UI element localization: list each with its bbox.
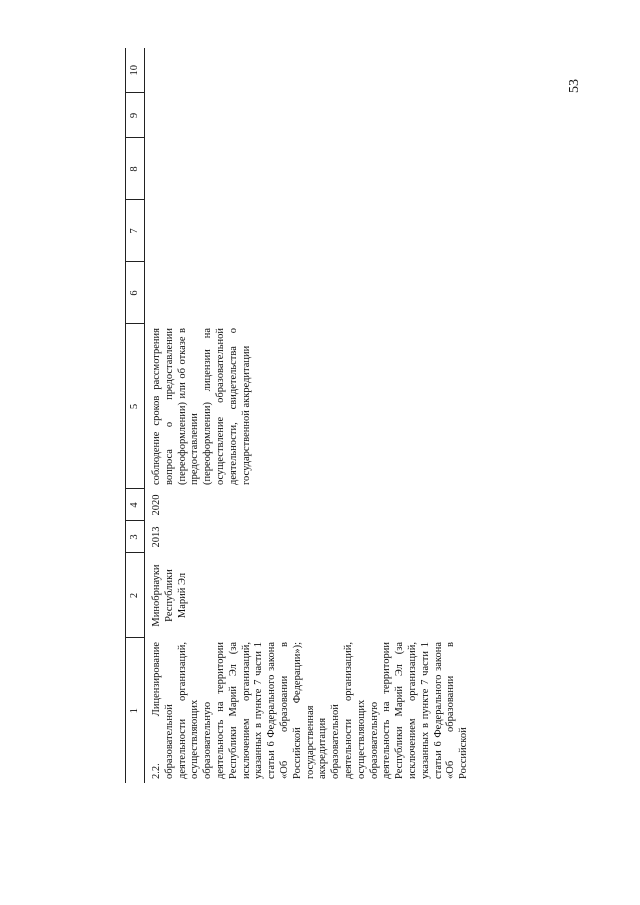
column-header-6: 6 (126, 262, 145, 324)
column-header-3: 3 (126, 521, 145, 553)
cell-col7 (145, 200, 471, 262)
cell-result: соблюдение сроков рассмотрения вопроса о предоставлении (переоформлении) или об отказе в предоставлении (переоформлении) лицензии на осуществление образовательной деятельности, свидетельства о государственной аккредитации (151, 328, 252, 485)
cell-end-year: 2020 (151, 494, 162, 516)
cell-col8 (145, 138, 471, 200)
cell-col6 (145, 262, 471, 324)
column-header-5: 5 (126, 324, 145, 489)
cell-executor: Минобрнауки Республики Марий Эл (151, 564, 188, 627)
table-row (145, 48, 471, 783)
cell-col9 (145, 93, 471, 138)
cell-col10 (145, 48, 471, 93)
column-header-7: 7 (126, 200, 145, 262)
column-header-1: 1 (126, 638, 145, 783)
column-header-2: 2 (126, 553, 145, 638)
page-number: 53 (567, 79, 582, 93)
column-header-9: 9 (126, 93, 145, 138)
column-header-4: 4 (126, 489, 145, 521)
cell-start-year: 2013 (151, 526, 162, 548)
cell-activity: 2.2. Лицензирование образовательной деятельности организаций, осуществляющих образовательную деятельность на территории Республики Марий Эл (за исключением организаций, указанных в пункте 7 части 1 статьи 6 Федерального закона «Об образовании в Российской Федерации»); государственная аккредитация образовательной деятельности организаций, осуществляющих образовательную деятельность на территории Республики Марий Эл (за исключением организаций, указанных в пункте 7 части 1 статьи 6 Федерального закона «Об образовании в Российской (151, 642, 470, 779)
rotated-table-page (125, 48, 595, 783)
column-header-10: 10 (126, 48, 145, 93)
column-number-row (126, 48, 145, 783)
program-table (125, 48, 471, 783)
column-header-8: 8 (126, 138, 145, 200)
